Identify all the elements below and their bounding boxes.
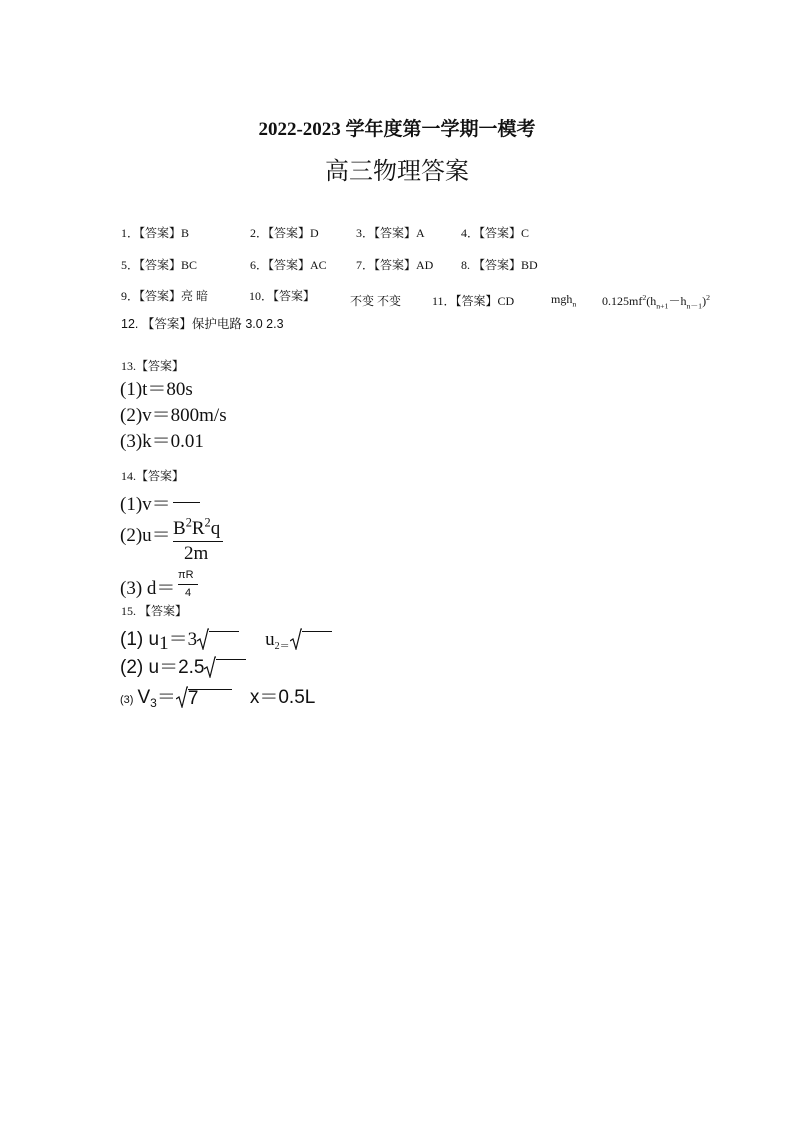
q15-line1-u2: u: [265, 629, 275, 650]
answer-q11: 11．【答案】CD: [432, 294, 515, 308]
num-q: q: [210, 518, 221, 539]
expr-part-c: －h: [668, 294, 687, 308]
q15-line2-prefix: (2) u＝2.5: [120, 657, 205, 678]
expr-part-d: ): [702, 294, 707, 308]
answer-q7: 7．【答案】AD: [356, 258, 434, 272]
answer-q4: 4．【答案】C: [461, 226, 530, 240]
q15-line1-prefix: (1) u: [120, 629, 160, 650]
q14-line3-fraction-bar: [178, 584, 198, 585]
q15-line1: [120, 624, 332, 655]
expr-part-a: 0.125mf: [602, 294, 643, 308]
q15-line3-rad-value: 7: [188, 689, 232, 708]
answer-q10: 10．【答案】: [249, 289, 316, 303]
q15-line1-u2-sub: 2＝: [274, 641, 290, 653]
q15-header: 15. 【答案】: [121, 604, 188, 618]
sqrt-symbol-icon: [197, 628, 239, 650]
mgh-subscript: n: [572, 299, 577, 309]
q15-line3-v-sub: 3: [150, 696, 157, 711]
q15-line1-sub: 1: [159, 633, 169, 655]
num-sup-2: 2: [204, 515, 211, 530]
q14-line2-fraction-bar: [173, 541, 223, 542]
q14-line3-denominator: 4: [185, 587, 192, 599]
answer-q8: 8. 【答案】BD: [461, 258, 538, 272]
q14-line2-denominator: 2m: [184, 543, 209, 564]
num-b: B: [173, 518, 186, 539]
answer-q2: 2．【答案】D: [250, 226, 319, 240]
answer-q5: 5．【答案】BC: [121, 258, 198, 272]
expr-sub-2: n－1: [686, 301, 703, 311]
sqrt-symbol-icon-4: [176, 686, 232, 708]
expr-part-b: (h: [646, 294, 657, 308]
q14-line1: (1)v＝: [120, 494, 171, 515]
expr-sup-2: 2: [706, 293, 710, 302]
answer-q1: 1．【答案】B: [121, 226, 190, 240]
q14-line3-prefix: (3) d＝: [120, 578, 176, 599]
answer-q11-mgh: [551, 292, 576, 307]
q14-line2-numerator: [173, 515, 221, 540]
sqrt-symbol-icon-3: [204, 656, 246, 678]
q15-line1-eq: ＝3: [168, 629, 198, 650]
q14-line1-blank-fraction-bar: [173, 502, 200, 503]
sqrt-symbol-icon-2: [290, 628, 332, 650]
mgh-text: mgh: [551, 292, 573, 306]
answer-q6: 6．【答案】AC: [250, 258, 327, 272]
q13-line3: (3)k＝0.01: [120, 431, 204, 452]
expr-sub-1: n+1: [656, 301, 669, 311]
q15-line2: [120, 652, 246, 679]
q14-line2-prefix: (2)u＝: [120, 525, 171, 546]
q15-line3-x: x＝0.5L: [249, 687, 316, 708]
q15-line3: [120, 682, 315, 709]
expr-sup-f: 2: [642, 293, 647, 302]
q13-header: 13.【答案】: [121, 359, 185, 373]
q15-line3-small: (3): [120, 694, 134, 706]
document-subtitle: 高三物理答案: [325, 159, 469, 185]
answer-q10-values: 不变 不变: [350, 294, 402, 308]
document-title: 2022-2023 学年度第一学期一模考: [258, 119, 536, 140]
answer-q3: 3．【答案】A: [356, 226, 425, 240]
q15-line3-eq: ＝: [156, 687, 176, 708]
num-r: R: [191, 518, 205, 539]
answer-q9: 9．【答案】亮 暗: [121, 289, 209, 303]
q13-line2: (2)v＝800m/s: [120, 405, 227, 426]
num-sup-1: 2: [185, 515, 192, 530]
q13-line1: (1)t＝80s: [120, 379, 193, 400]
q15-line3-v: V: [137, 687, 151, 708]
q14-header: 14.【答案】: [121, 469, 185, 483]
q14-line3-numerator: πR: [178, 569, 194, 581]
answer-q12: 12. 【答案】保护电路 3.0 2.3: [121, 317, 284, 331]
answer-q11-expression: [602, 292, 710, 309]
